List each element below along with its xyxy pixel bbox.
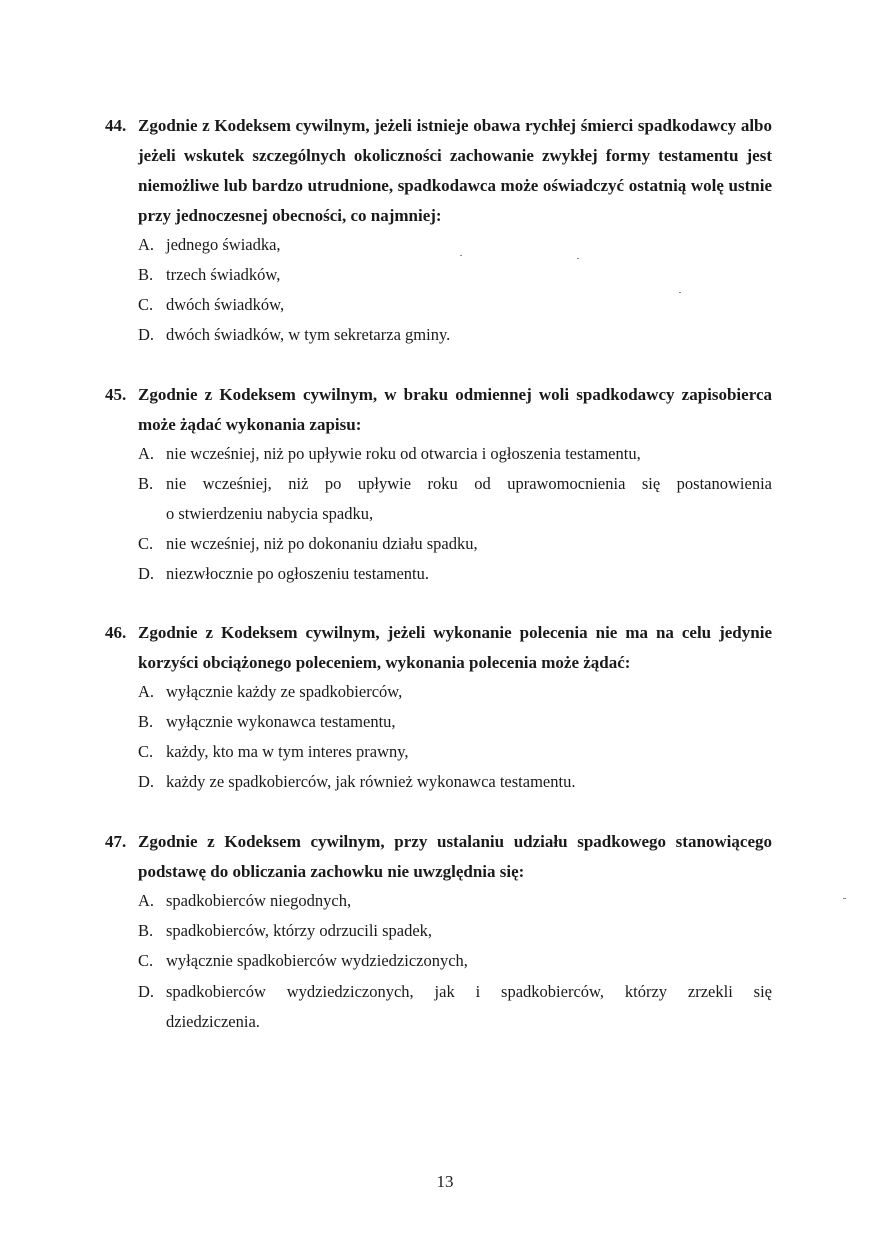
answer-letter: B. (138, 712, 154, 731)
answer-text: niezwłocznie po ogłoszeniu testamentu. (166, 564, 430, 583)
answer-letter: D. (138, 325, 155, 344)
question-number: 47. (105, 832, 127, 851)
scan-speck (577, 258, 579, 259)
answer-text: wyłącznie każdy ze spadkobierców, (166, 682, 403, 701)
answer-text: każdy ze spadkobierców, jak również wykonawca testamentu. (166, 772, 576, 791)
answer-letter: C. (138, 951, 154, 970)
answer-text: wyłącznie spadkobierców wydziedziczonych, (166, 951, 468, 970)
answer-letter: C. (138, 742, 154, 761)
answer-letter: B. (138, 265, 154, 284)
scan-speck (843, 898, 846, 899)
page-number: 13 (436, 1172, 454, 1191)
answer-letter: D. (138, 772, 155, 791)
answer-text: wyłącznie wykonawca testamentu, (166, 712, 396, 731)
answer-text: dwóch świadków, w tym sekretarza gminy. (166, 325, 451, 344)
answer-letter: B. (138, 474, 154, 493)
question-number: 46. (105, 623, 127, 642)
question-number: 45. (105, 385, 127, 404)
question-number: 44. (105, 116, 127, 135)
answer-letter: C. (138, 534, 154, 553)
answer-letter: D. (138, 982, 155, 1001)
answer-letter: C. (138, 295, 154, 314)
answer-text: spadkobierców niegodnych, (166, 891, 352, 910)
answer-text: nie wcześniej, niż po upływie roku od uprawomocnienia się postanowienia (166, 474, 772, 493)
scan-speck (679, 292, 681, 293)
question-text: Zgodnie z Kodeksem cywilnym, przy ustalaniu udziału spadkowego stanowiącego podstawę do obliczania zachowku nie uwzględnia się: (138, 832, 772, 881)
answer-letter: A. (138, 682, 155, 701)
answer-letter: B. (138, 921, 154, 940)
answer-text: każdy, kto ma w tym interes prawny, (166, 742, 409, 761)
answer-text: nie wcześniej, niż po upływie roku od otwarcia i ogłoszenia testamentu, (166, 444, 641, 463)
answer-text: spadkobierców wydziedziczonych, jak i spadkobierców, którzy zrzekli się (166, 982, 772, 1001)
answer-text-continuation: o stwierdzeniu nabycia spadku, (166, 504, 374, 523)
answer-letter: D. (138, 564, 155, 583)
scan-speck (460, 255, 462, 256)
question-text: Zgodnie z Kodeksem cywilnym, jeżeli istnieje obawa rychłej śmierci spadkodawcy albo jeżeli wskutek szczególnych okoliczności zachowanie zwykłej formy testamentu jest niemożliwe lub bardzo utrudnione, spadkodawca może oświadczyć ostatnią wolę ustnie przy jednoczesnej obecności, co najmniej: (138, 116, 772, 225)
answer-text: nie wcześniej, niż po dokonaniu działu spadku, (166, 534, 478, 553)
answer-text: spadkobierców, którzy odrzucili spadek, (166, 921, 433, 940)
answer-text-continuation: dziedziczenia. (166, 1012, 260, 1031)
answer-text: jednego świadka, (166, 235, 281, 254)
question-text: Zgodnie z Kodeksem cywilnym, jeżeli wykonanie polecenia nie ma na celu jedynie korzyści obciążonego poleceniem, wykonania polecenia może żądać: (138, 623, 772, 672)
answer-letter: A. (138, 235, 155, 254)
question-text: Zgodnie z Kodeksem cywilnym, w braku odmiennej woli spadkodawcy zapisobierca może żądać wykonania zapisu: (138, 385, 772, 434)
answer-text: trzech świadków, (166, 265, 281, 284)
answer-letter: A. (138, 891, 155, 910)
answer-letter: A. (138, 444, 155, 463)
answer-text: dwóch świadków, (166, 295, 285, 314)
